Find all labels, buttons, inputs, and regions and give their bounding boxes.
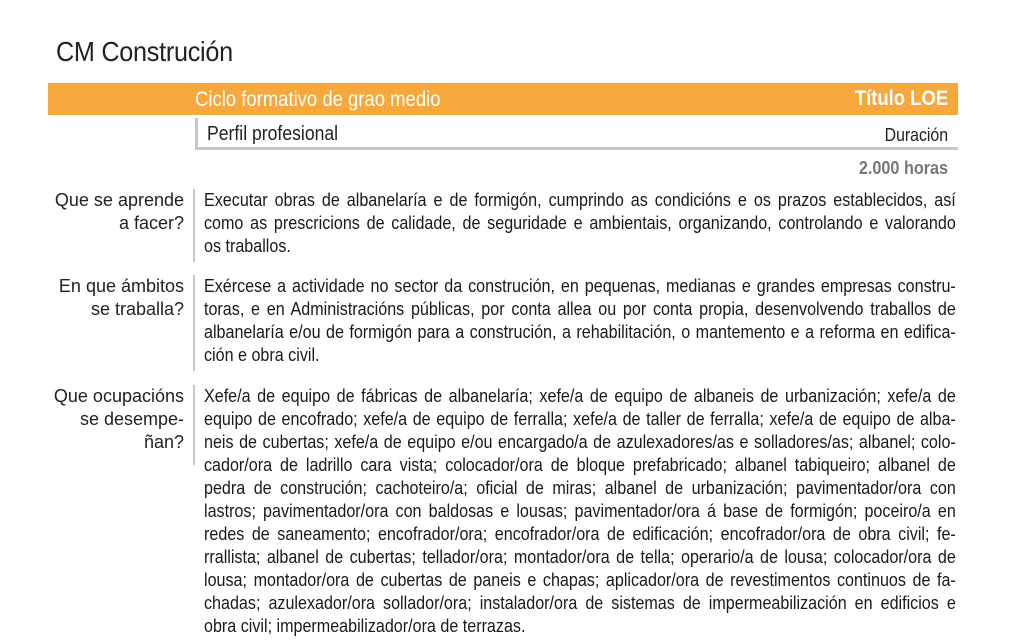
section-answer [193, 189, 958, 262]
answer-line: pedra de construción; cachoteiro/a; oficial de miras; albanel de urbanización; pavimentador/ora con [204, 478, 956, 498]
answer-line: cador/ora de ladrillo cara vista; colocador/ora de bloque prefabricado; albanel tabiqueiro; albanel de [204, 455, 956, 475]
answer-line: chadas; azulexador/ora sollador/ora; instalador/ora de sistemas de impermeabilización en edificios e [204, 593, 956, 613]
answer-line: ción e obra civil. [204, 345, 320, 365]
profile-row [195, 118, 958, 150]
duration-label: Duración [884, 125, 948, 145]
answer-line: toras, e en Administracións públicas, por conta allea ou por conta propia, desenvolvendo traballos de [204, 299, 956, 319]
question-line: a facer? [118, 213, 184, 233]
section-question [24, 385, 184, 454]
question-line: En que ámbitos [58, 276, 184, 296]
profile-label: Perfil profesional [207, 123, 339, 145]
question-line: Que ocupacións [53, 386, 184, 406]
section-question [24, 189, 184, 235]
answer-line: lastros; pavimentador/ora con baldosas e lousas; pavimentador/ora á base de formigón; poceiro/a en [204, 501, 956, 521]
answer-line: lousa; montador/ora de cubertas de paneis e chapas; aplicador/ora de revestimentos continuos de fa- [204, 570, 956, 590]
answer-line: albanelaría e/ou de formigón para a construción, a rehabilitación, o mantemento e a reforma en edifica- [204, 322, 956, 342]
section-question [24, 275, 184, 321]
duration-hours: 2.000 horas [858, 158, 948, 178]
page-title: CM Construción [56, 36, 233, 67]
cycle-header-bar [48, 83, 958, 115]
answer-line: neis de cubertas; xefe/a de equipo e/ou encargado/a de azulexadores/as e solladores/as; albanel; colo- [204, 432, 956, 452]
question-line: Que se aprende [54, 190, 184, 210]
answer-line: rrallista; albanel de cubertas; tellador/ora; montador/ora de tella; operario/a de lousa; colocador/ora de [204, 547, 956, 567]
answer-line: obra civil; impermeabilizador/ora de terrazas. [204, 616, 526, 636]
answer-line: Exércese a actividade no sector da construción, en pequenas, medianas e grandes empresas constru- [204, 276, 956, 296]
question-line: se desempe- [79, 409, 184, 429]
question-line: se traballa? [90, 299, 184, 319]
section-answer [193, 385, 958, 636]
question-line: ñan? [143, 432, 184, 452]
answer-line: Executar obras de albanelaría e de formigón, cumprindo as condicións e os prazos establecidos, así [204, 190, 956, 210]
cycle-type-label: Ciclo formativo de grao medio [195, 88, 441, 111]
title-loe-label: Título LOE [854, 87, 948, 110]
answer-line: como as prescricions de calidade, de seguridade e ambientais, organizando, controlando e valorando [204, 213, 956, 233]
answer-line: Xefe/a de equipo de fábricas de albanelaría; xefe/a de equipo de albaneis de urbanización; xefe/a de [204, 386, 956, 406]
answer-line: os traballos. [204, 236, 291, 256]
section-answer [193, 275, 958, 371]
answer-line: equipo de encofrado; xefe/a de equipo de ferralla; xefe/a de taller de ferralla; xefe/a de equipo de alba- [204, 409, 956, 429]
answer-line: redes de saneamento; encofrador/ora; encofrador/ora de edificación; encofrador/ora de obra civil; fe- [204, 524, 956, 544]
